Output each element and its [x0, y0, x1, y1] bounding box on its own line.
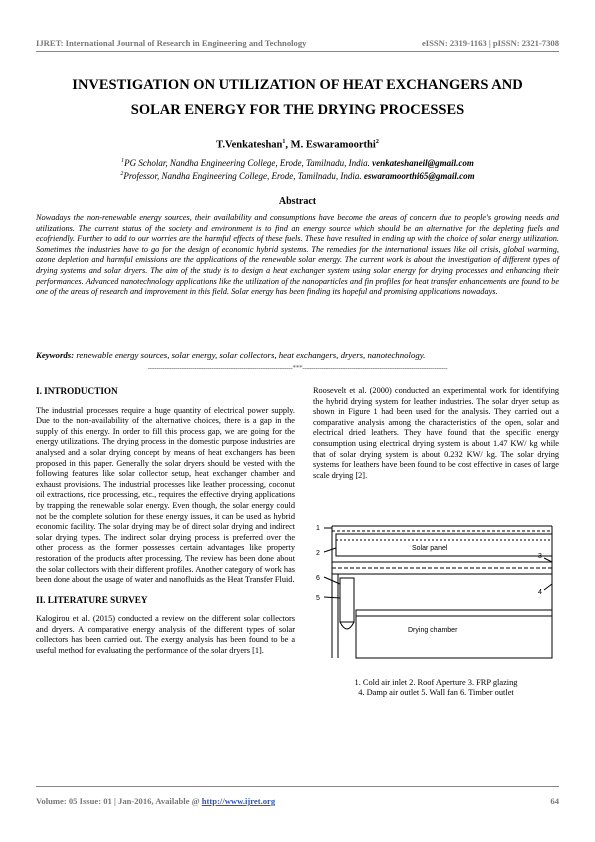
section-2-heading: II. LITERATURE SURVEY	[36, 594, 148, 605]
affiliation-2-text: Professor, Nandha Engineering College, Erode, Tamilnadu, India.	[123, 171, 364, 181]
fig-label-2: 2	[316, 550, 320, 557]
fig-solar-panel-label: Solar panel	[412, 545, 448, 552]
leader-2	[324, 548, 336, 552]
paper-title	[36, 73, 559, 123]
fig-label-5: 5	[316, 595, 320, 602]
abstract-heading: Abstract	[278, 196, 317, 207]
section-1-heading: I. INTRODUCTION	[36, 386, 118, 396]
right-column-body: Roosevelt et al. (2000) conducted an experimental work for identifying the hybrid drying system for leather industries. The solar dryer setup as shown in Figure 1 had been used for the analysis. They carried out a comparative analysis among the characteristics of the open, solar and electrical dried leathers. They have found that the specific energy consumption using electrical drying system is about 1.47 KW/ kg while that of solar drying system is about 0.232 KW/ kg. The solar drying systems for leathers have been found to be cost effective in cases of large scale drying [2].	[313, 386, 559, 480]
affiliation-1-sup: 1	[121, 158, 125, 164]
author-list	[36, 139, 559, 151]
footer-rule	[36, 786, 559, 787]
fig-label-3: 3	[538, 553, 542, 560]
running-footer	[36, 796, 559, 806]
affiliation-1-email[interactable]: venkateshaneil@gmail.com	[372, 158, 474, 168]
author-2-sup: 2	[375, 139, 379, 145]
leader-4	[544, 584, 552, 590]
affiliation-1-text: PG Scholar, Nandha Engineering College, Erode, Tamilnadu, India.	[124, 158, 373, 168]
affiliation-1	[36, 158, 559, 168]
fan-curve	[340, 622, 354, 629]
journal-link[interactable]: http://www.ijret.org	[201, 796, 276, 806]
abstract-text: Nowadays the non-renewable energy sources, their availability and consumptions have become the areas of concern due to people's growing needs and utilizations. The current status of the society and environment is to find an energy source which should be an alternative for the depleting fuels and ecofriendly. Further to add to our worries are the harmful effects of these fuels. These have resulted in ending up with the choice of solar energy utilization. Sometimes the industries have to go for the design of economic hybrid systems. The remedies for the international issues like oil crisis, global warming, ozone depletion and harmful emissions are the applications of the renewable solar energy. The current work is about the investigation of different types of drying systems and solar dryers. The aim of the study is to design a heat exchanger system using solar energy for drying processes and enhancing their performances. Advanced nanotechnology applications like the utilization of the nanoparticles and fin profiles for heat transfer enhancements are found to be one of the areas of research and improvement in this field. Solar energy has been finding its hopeful and promising applications nowadays.	[36, 213, 559, 297]
author-1: T.Venkateshan	[216, 139, 283, 151]
right-column	[313, 386, 559, 481]
solar-dryer-figure	[312, 518, 560, 666]
left-column	[36, 386, 295, 657]
author-separator: ,	[285, 139, 291, 151]
footer-volume	[36, 796, 275, 806]
author-2: M. Eswaramoorthi	[290, 139, 376, 151]
issn-text: eISSN: 2319-1163 | pISSN: 2321-7308	[421, 38, 559, 48]
keywords	[36, 350, 559, 360]
affiliation-2	[36, 171, 559, 181]
affiliation-2-sup: 2	[120, 171, 124, 177]
footer-prefix: Volume: 05 Issue: 01 | Jan-2016, Available @	[36, 796, 202, 806]
fan-duct	[340, 578, 354, 622]
fig-drying-chamber-label: Drying chamber	[408, 627, 458, 634]
keywords-label: Keywords:	[36, 350, 75, 360]
figure-caption	[312, 678, 560, 698]
fig-label-6: 6	[316, 575, 320, 582]
page-number: 64	[550, 796, 559, 806]
fig-label-1: 1	[316, 525, 320, 532]
author-1-sup: 1	[282, 139, 286, 145]
header-rule	[36, 51, 559, 52]
title-line-2: SOLAR ENERGY FOR THE DRYING PROCESSES	[130, 102, 465, 118]
title-line-1: INVESTIGATION ON UTILIZATION OF HEAT EXCHANGERS AND	[72, 77, 523, 93]
leader-3	[544, 558, 552, 562]
section-1-body: The industrial processes require a huge quantity of electrical power supply. Due to the non-availability of the alternative choices, there is a gap in the supply of this energy. In order to fill this process gap, we are going for the energy utilizations. The drying process in the domestic purpose industries are analysed and a solar drying concept by means of heat exchangers has been proposed in this paper. Generally the solar dryers should be vested with the following features like solar collector setup, heat exchanger chamber and exhaust provisions. The industrial processes like leather processing, coconut oil extractions, rice processing, etc., requires the effective drying applications by trapping the renewable solar energy. Even though, the solar energy could not be the complete solution for these energy issues, it can be used as hybrid economic facility. The solar drying may be of direct solar drying and indirect solar drying types. The indirect solar drying process is preferred over the other process as the former possesses certain advantages like property restoration of the products after processing. The review has been done about the solar collectors with their different profiles. Another category of work has been done about the usage of water and nanofluids as the Heat Transfer Fluid.	[36, 405, 295, 585]
section-separator: --------------------------------------------------------------------***--------------------------------------------------------------------	[147, 364, 448, 372]
journal-name: IJRET: International Journal of Research in Engineering and Technology	[36, 38, 307, 48]
caption-line-1: 1. Cold air inlet 2. Roof Aperture 3. FRP glazing	[354, 678, 518, 687]
fig-label-4: 4	[538, 589, 542, 596]
section-2-body: Kalogirou et al. (2015) conducted a review on the different solar collectors and dryers. A comparative energy analysis of the different types of solar collectors has been carried out. The exergy analysis has been found to be a useful method for evaluating the performance of the solar dryers [1].	[36, 614, 295, 656]
affiliation-2-email[interactable]: eswaramoorthi65@gmail.com	[363, 171, 475, 181]
keywords-text: renewable energy sources, solar energy, solar collectors, heat exchangers, dryers, nanotechnology.	[74, 350, 426, 360]
drying-chamber-box	[356, 610, 552, 658]
caption-line-2: 4. Damp air outlet 5. Wall fan 6. Timber outlet	[358, 688, 514, 697]
running-header	[36, 38, 559, 48]
